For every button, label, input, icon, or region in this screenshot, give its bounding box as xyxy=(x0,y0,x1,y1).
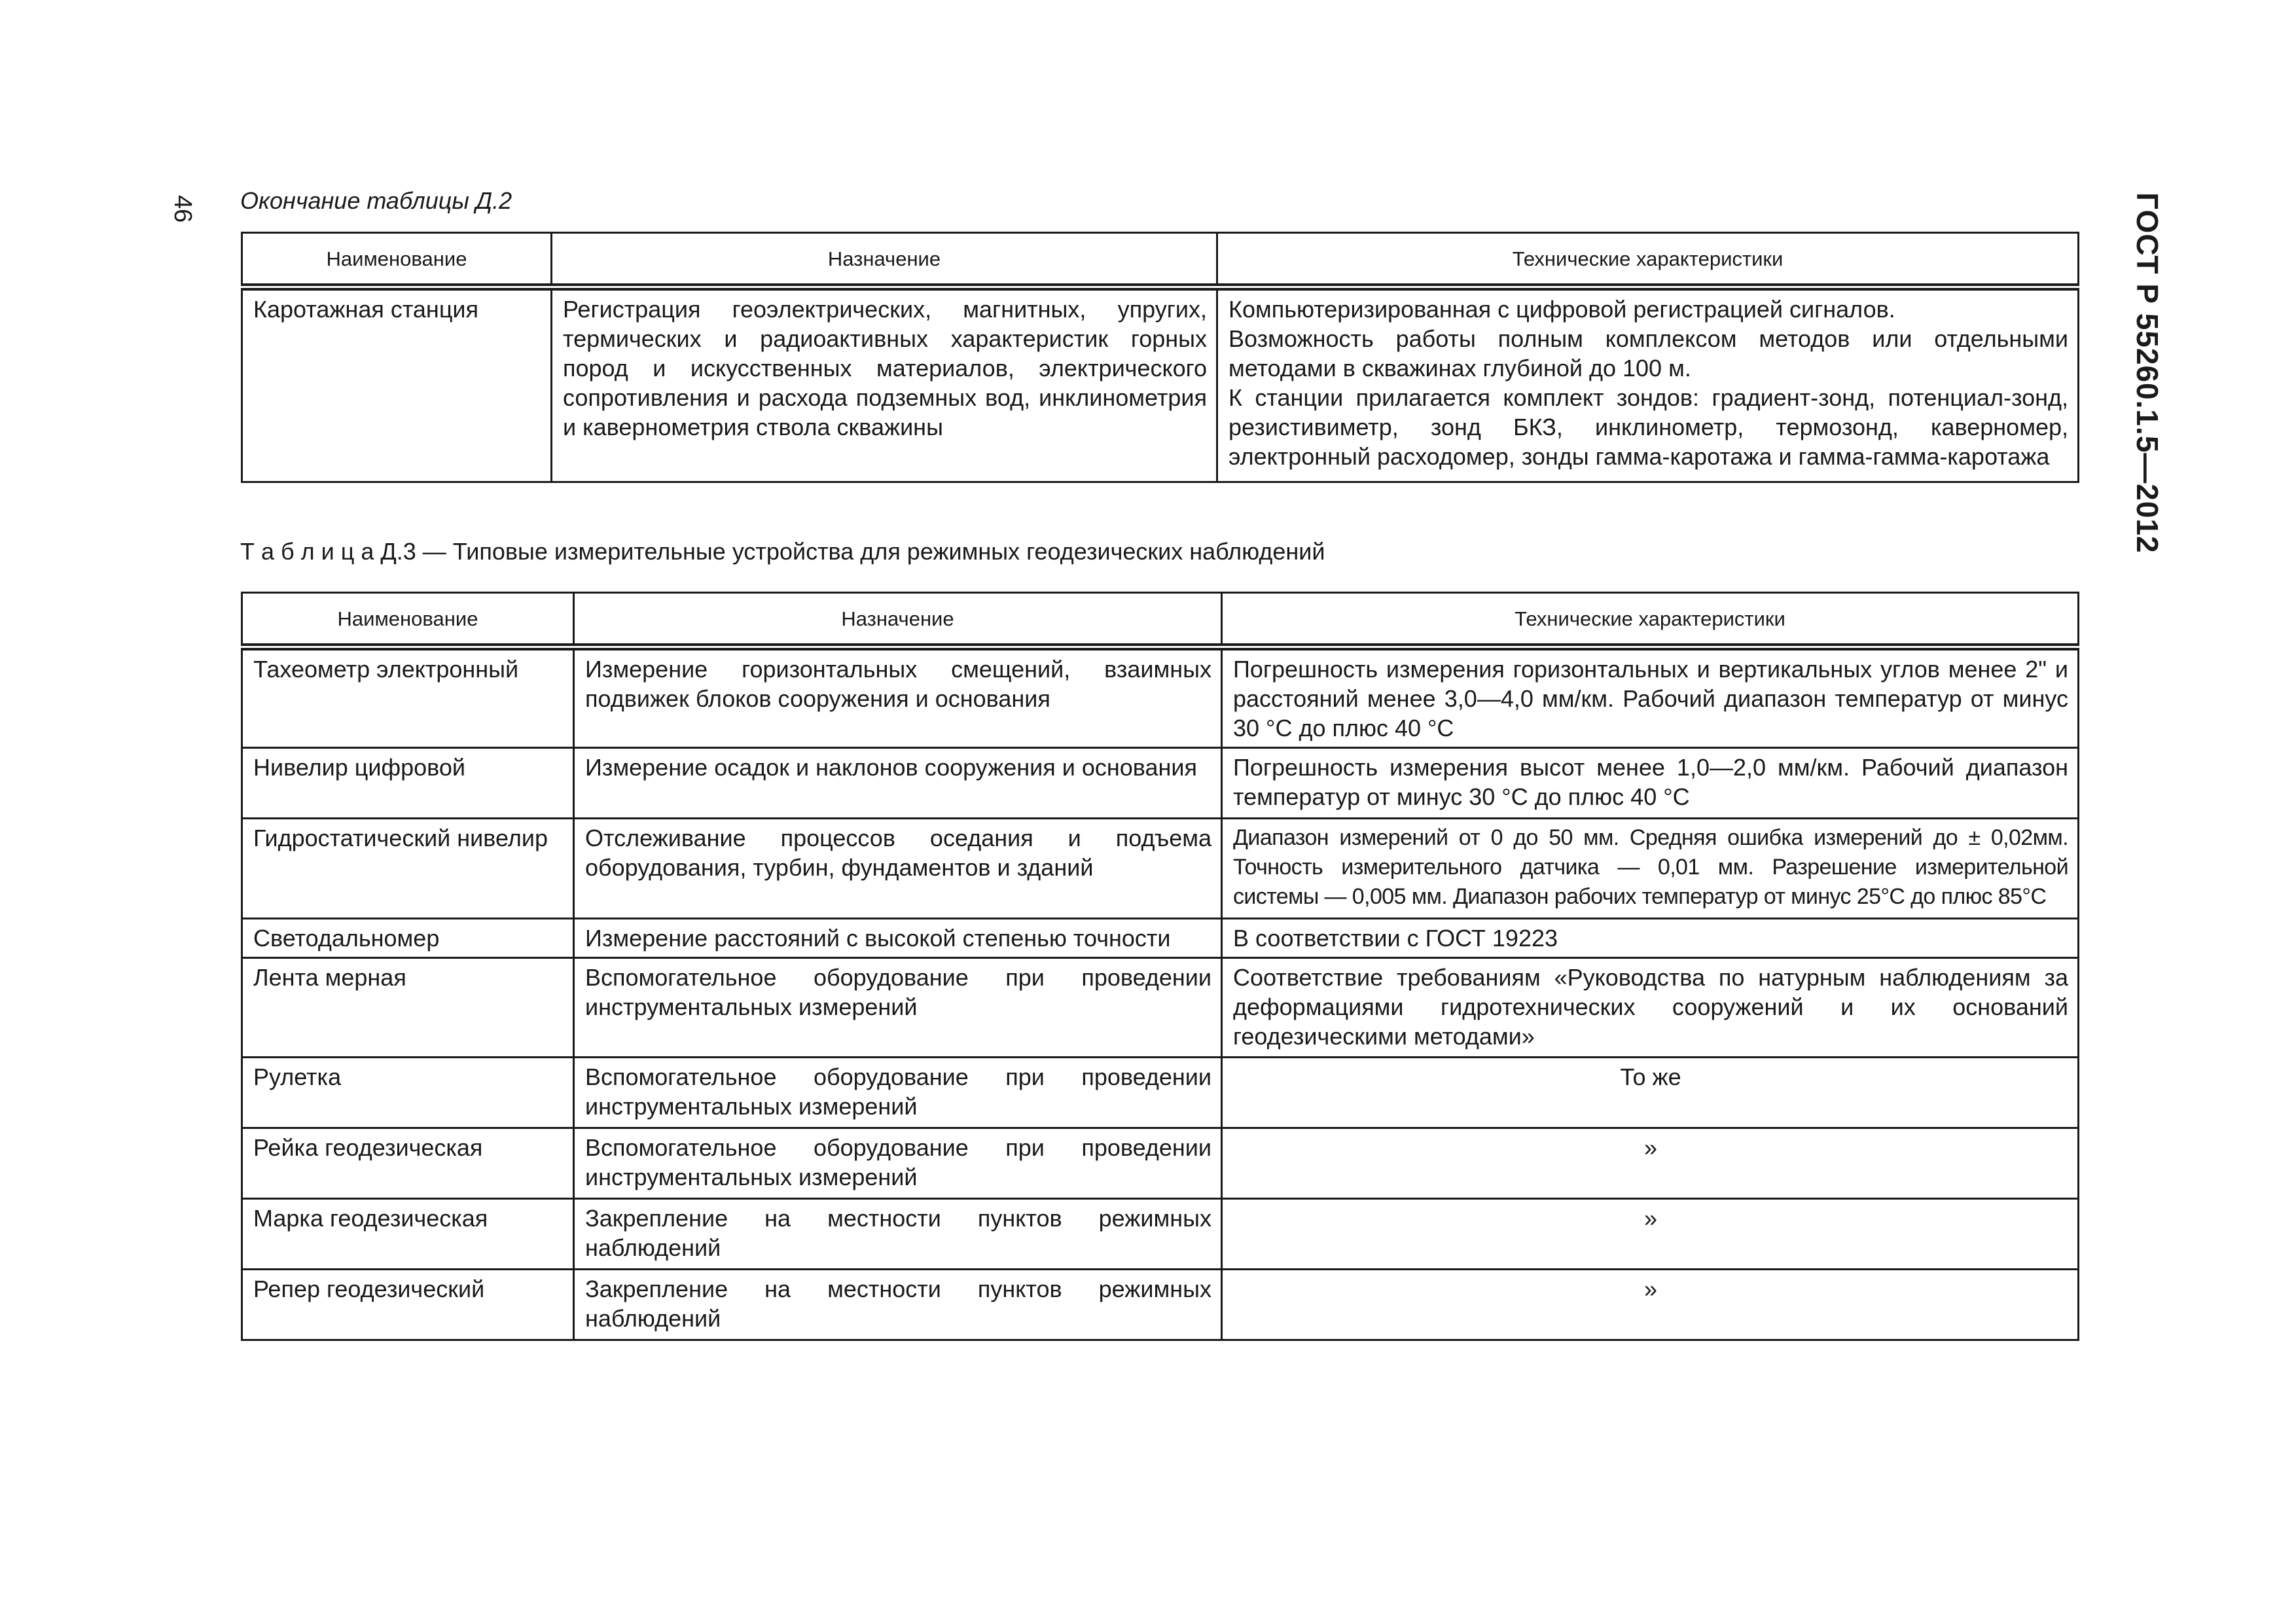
table-row xyxy=(242,958,2079,1058)
cell-specs: » xyxy=(1222,1128,2079,1199)
specs-line: Возможность работы полным комплексом методов или отдельными методами в скважинах глубиной до 100 м. xyxy=(1229,325,2068,382)
document-code: ГОСТ Р 55260.1.5—2012 xyxy=(2130,192,2164,554)
table-d2 xyxy=(241,232,2079,483)
cell-specs: Погрешность измерения горизонтальных и вертикальных углов менее 2" и расстояний менее 3,0—4,0 мм/км. Рабочий диапазон температур от минус 30 °С до плюс 40 °С xyxy=(1222,647,2079,748)
cell-name: Рулетка xyxy=(242,1058,574,1128)
cell-purpose: Вспомогательное оборудование при проведении инструментальных измерений xyxy=(574,1058,1222,1128)
cell-name: Каротажная станция xyxy=(242,287,552,482)
cell-purpose: Отслеживание процессов оседания и подъема оборудования, турбин, фундаментов и зданий xyxy=(574,819,1222,919)
table-d3 xyxy=(241,592,2079,1341)
table-row xyxy=(242,819,2079,919)
cell-specs: Соответствие требованиям «Руководства по натурным наблюдениям за деформациями гидротехнических сооружений и их оснований геодезическими методами» xyxy=(1222,958,2079,1058)
cell-specs: » xyxy=(1222,1270,2079,1340)
cell-purpose: Закрепление на местности пунктов режимных наблюдений xyxy=(574,1199,1222,1270)
cell-purpose: Измерение расстояний с высокой степенью точности xyxy=(574,919,1222,958)
specs-line: Компьютеризированная с цифровой регистрацией сигналов. xyxy=(1229,296,1895,323)
cell-name: Марка геодезическая xyxy=(242,1199,574,1270)
table-row xyxy=(242,1058,2079,1128)
cell-purpose: Закрепление на местности пунктов режимных наблюдений xyxy=(574,1270,1222,1340)
specs-line: К станции прилагается комплект зондов: градиент-зонд, потенциал-зонд, резистивиметр, зонд БКЗ, инклинометр, термозонд, каверномер, электронный расходомер, зонды гамма-каротажа и гамма-гамма-каротажа xyxy=(1229,384,2068,470)
cell-purpose: Вспомогательное оборудование при проведении инструментальных измерений xyxy=(574,958,1222,1058)
table-row xyxy=(242,287,2079,482)
cell-specs: То же xyxy=(1222,1058,2079,1128)
column-header-specs: Технические характеристики xyxy=(1217,233,2079,287)
cell-specs: » xyxy=(1222,1199,2079,1270)
cell-name: Гидростатический нивелир xyxy=(242,819,574,919)
cell-name: Нивелир цифровой xyxy=(242,748,574,819)
cell-specs xyxy=(1217,287,2079,482)
column-header-purpose: Назначение xyxy=(552,233,1217,287)
table-row xyxy=(242,919,2079,958)
table-row xyxy=(242,1270,2079,1340)
table-d3-caption: Т а б л и ц а Д.3 — Типовые измерительные устройства для режимных геодезических наблюдений xyxy=(240,538,1325,565)
column-header-specs: Технические характеристики xyxy=(1222,593,2079,647)
cell-specs: В соответствии с ГОСТ 19223 xyxy=(1222,919,2079,958)
column-header-name: Наименование xyxy=(242,593,574,647)
cell-name: Тахеометр электронный xyxy=(242,647,574,748)
cell-name: Светодальномер xyxy=(242,919,574,958)
table-row xyxy=(242,647,2079,748)
cell-specs: Диапазон измерений от 0 до 50 мм. Средняя ошибка измерений до ± 0,02мм. Точность измерительного датчика — 0,01 мм. Разрешение измерительной системы — 0,005 мм. Диапазон рабочих температур от минус 25°С до плюс 85°С xyxy=(1222,819,2079,919)
table-row xyxy=(242,748,2079,819)
page-number: 46 xyxy=(169,195,196,223)
cell-specs: Погрешность измерения высот менее 1,0—2,0 мм/км. Рабочий диапазон температур от минус 30 °С до плюс 40 °С xyxy=(1222,748,2079,819)
cell-name: Репер геодезический xyxy=(242,1270,574,1340)
cell-name: Рейка геодезическая xyxy=(242,1128,574,1199)
cell-purpose: Измерение горизонтальных смещений, взаимных подвижек блоков сооружения и основания xyxy=(574,647,1222,748)
cell-purpose: Регистрация геоэлектрических, магнитных, упругих, термических и радиоактивных характеристик горных пород и искусственных материалов, электрического сопротивления и расхода подземных вод, инклинометрия и кавернометрия ствола скважины xyxy=(552,287,1217,482)
cell-purpose: Измерение осадок и наклонов сооружения и основания xyxy=(574,748,1222,819)
column-header-purpose: Назначение xyxy=(574,593,1222,647)
table-row xyxy=(242,1128,2079,1199)
cell-name: Лента мерная xyxy=(242,958,574,1058)
column-header-name: Наименование xyxy=(242,233,552,287)
table-d2-caption: Окончание таблицы Д.2 xyxy=(240,187,512,214)
cell-purpose: Вспомогательное оборудование при проведении инструментальных измерений xyxy=(574,1128,1222,1199)
table-row xyxy=(242,1199,2079,1270)
